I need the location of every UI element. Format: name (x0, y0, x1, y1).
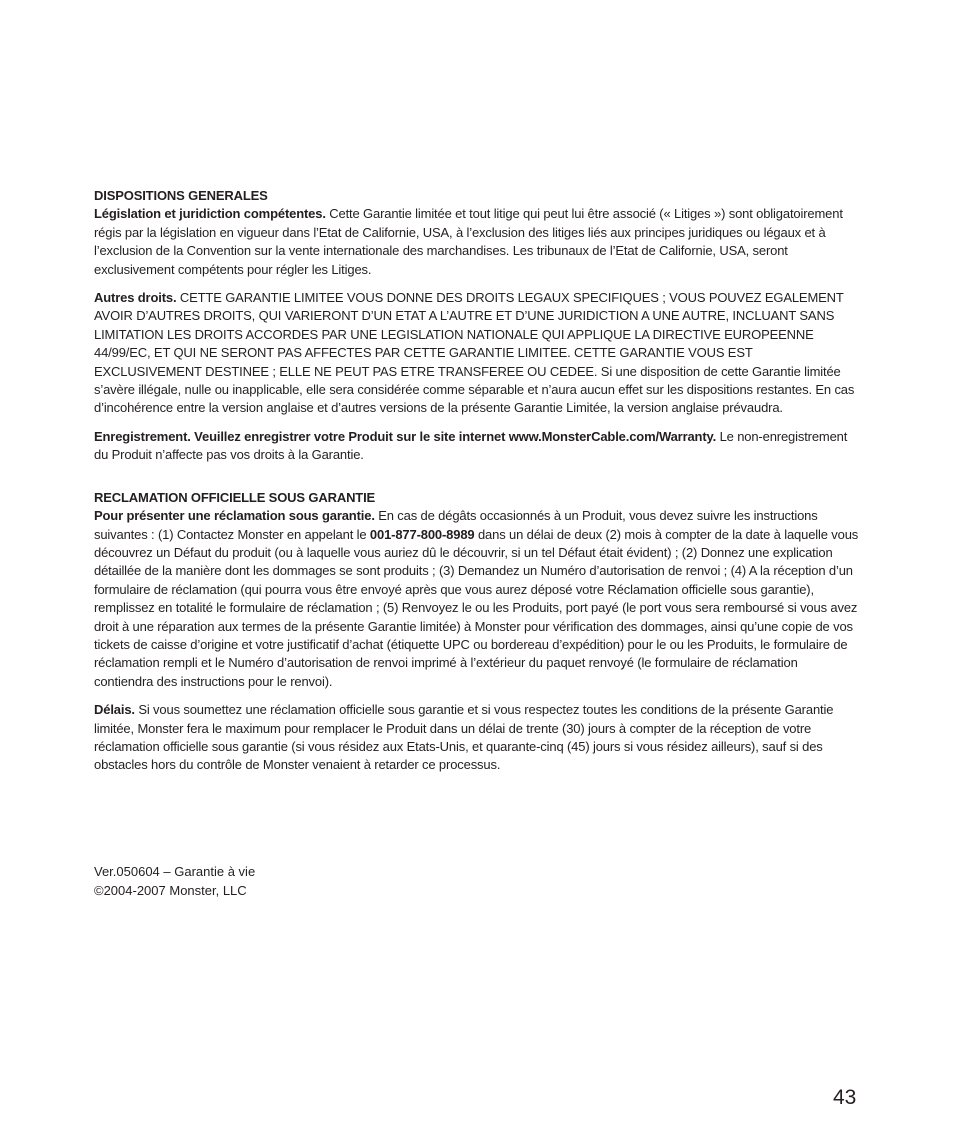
paragraph-lead: Enregistrement. Veuillez enregistrer votre Produit sur le site internet www.MonsterCable.com/Warranty. (94, 428, 717, 444)
paragraph-lead: Pour présenter une réclamation sous garantie. (94, 508, 375, 524)
paragraph-jurisdiction (94, 205, 860, 279)
version-text: Ver.050604 – Garantie à vie (94, 864, 256, 879)
paragraph-claim (94, 507, 860, 691)
paragraph-text: Cette Garantie limitée et tout litige qui peut lui être associé (« Litiges ») sont obligatoirement régis par la législation en vigueur dans l’Etat de Californie, USA, à l’exclusion des litiges liés aux principes juridiques ou légaux et à l’exclusion de la Convention sur la vente internationale des marchandises. Les tribunaux de l’Etat de Californie, USA, seront exclusivement compétents pour régler les Litiges. (94, 206, 843, 277)
version-block (94, 862, 255, 900)
section-heading-general: DISPOSITIONS GENERALES (94, 188, 268, 203)
page-number: 43 (833, 1086, 857, 1109)
paragraph-text: En cas de dégâts occasionnés à un Produit, vous devez suivre les instructions suivantes : (1) Contactez Monster en appelant le (94, 508, 818, 542)
paragraph-lead: Autres droits. (94, 290, 177, 306)
paragraph-text: Le non-enregistrement du Produit n’affecte pas vos droits à la Garantie. (94, 428, 848, 463)
paragraph-other-rights (94, 289, 860, 418)
copyright-text: ©2004-2007 Monster, LLC (94, 883, 247, 898)
paragraph-delays (94, 701, 860, 775)
paragraph-registration (94, 428, 860, 465)
section-heading-claim: RECLAMATION OFFICIELLE SOUS GARANTIE (94, 489, 376, 505)
paragraph-lead: Législation et juridiction compétentes. (94, 206, 326, 222)
paragraph-text: CETTE GARANTIE LIMITEE VOUS DONNE DES DROITS LEGAUX SPECIFIQUES ; VOUS POUVEZ EGALEMENT AVOIR D’AUTRES DROITS, QUI VARIERONT D’UN ETAT A L’AUTRE ET D’UNE JURIDICTION A UNE AUTRE, INCLUANT SANS LIMITATION LES DROITS ACCORDES PAR UNE LEGISLATION NATIONALE QUI APPLIQUE LA DIRECTIVE EUROPEENNE 44/99/EC, ET QUI NE SERONT PAS AFFECTES PAR CETTE GARANTIE LIMITEE. CETTE GARANTIE VOUS EST EXCLUSIVEMENT DESTINEE ; ELLE NE PEUT PAS ETRE TRANSFEREE OU CEDEE. Si une disposition de cette Garantie limitée s’avère illégale, nulle ou inapplicable, elle sera considérée comme séparable et n’aura aucun effet sur les dispositions restantes. En cas d’incohérence entre la version anglaise et d’autres versions de la présente Garantie Limitée, la version anglaise prévaudra. (94, 290, 855, 416)
paragraph-lead: Délais. (94, 702, 135, 718)
document-body (94, 187, 860, 785)
paragraph-text: dans un délai de deux (2) mois à compter de la date à laquelle vous découvrez un Défaut du produit (ou à laquelle vous auriez dû le découvrir, si un tel Défaut était évident) ; (2) Donnez une explication détaillée de la manière dont les dommages se sont produits ; (3) Demandez un Numéro d’autorisation de renvoi ; (4) A la réception d’un formulaire de réclamation (qui pourra vous être envoyé après que vous aurez déposé votre Réclamation officielle sous garantie), remplissez en totalité le formulaire de réclamation ; (5) Renvoyez le ou les Produits, port payé (le port vous sera remboursé si vous avez droit à une réparation aux termes de la présente Garantie limitée) à Monster pour vérification des dommages, ainsi qu’une copie de vos tickets de caisse d’origine et votre justificatif d’achat (étiquette UPC ou bordereau d’expédition) pour le ou les Produits, le formulaire de réclamation rempli et le Numéro d’autorisation de renvoi imprimé à l’extérieur du paquet renvoyé (le formulaire de réclamation contiendra des instructions pour le renvoi). (94, 526, 859, 689)
paragraph-text: Si vous soumettez une réclamation officielle sous garantie et si vous respectez toutes les conditions de la présente Garantie limitée, Monster fera le maximum pour remplacer le Produit dans un délai de trente (30) jours à compter de la réception de votre réclamation officielle sous garantie (si vous résidez aux Etats-Unis, et quarante-cinq (45) jours si vous résidez ailleurs), sauf si des obstacles hors du contrôle de Monster venaient à retarder ce processus. (94, 702, 834, 773)
phone-number: 001-877-800-8989 (369, 526, 475, 542)
